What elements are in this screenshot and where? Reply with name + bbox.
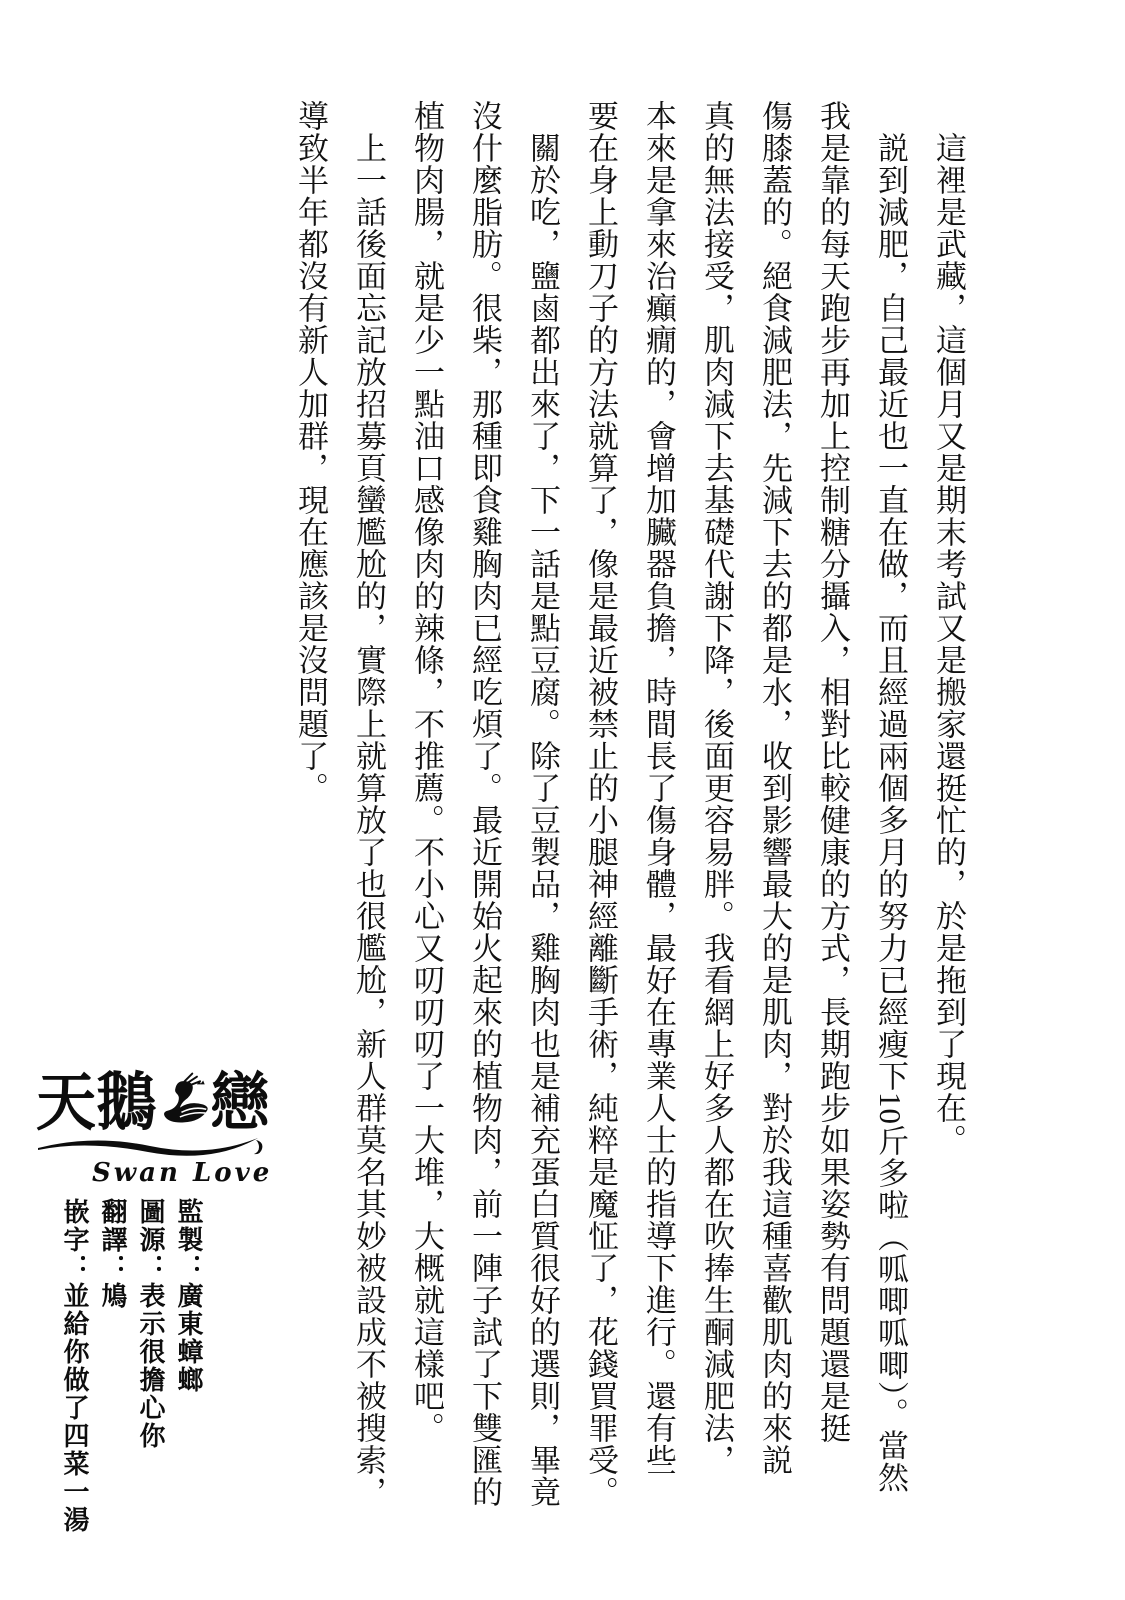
text-column: 要在身上動刀子的方法就算了，像是最近被禁止的小腿神經離斷手術，純粹是魔怔了，花錢買罪受。 xyxy=(583,100,618,1508)
credits-block xyxy=(56,1198,208,1583)
logo-cjk-right: 戀 xyxy=(210,1068,270,1138)
text-column: 關於吃，鹽鹵都出來了，下一話是點豆腐。除了豆製品，雞胸肉也是補充蛋白質很好的選則，畢竟 xyxy=(525,132,560,1508)
text-column: 傷膝蓋的。絕食減肥法，先減下去的都是水，收到影響最大的是肌肉，對於我這種喜歡肌肉的來説 xyxy=(757,100,792,1476)
text-column: 沒什麼脂肪。很柴，那種即食雞胸肉已經吃煩了。最近開始火起來的植物肉，前一陣子試了下雙匯的 xyxy=(467,100,502,1508)
swan-love-logo xyxy=(36,1068,273,1212)
text-column: 這裡是武藏，這個月又是期末考試又是搬家還挺忙的，於是拖到了現在。 xyxy=(931,132,966,1156)
text-column: 植物肉腸，就是少一點油口感像肉的辣條，不推薦。不小心又叨叨叨了一大堆，大概就這樣吧。 xyxy=(409,100,444,1444)
text-column: 我是靠的每天跑步再加上控制糖分攝入，相對比較健康的方式，長期跑步如果姿勢有問題還是挺 xyxy=(815,100,850,1444)
text-column: 上一話後面忘記放招募頁蠻尷尬的，實際上就算放了也很尷尬，新人群莫名其妙被設成不被搜索， xyxy=(351,132,386,1508)
logo-cjk-left: 天鵝 xyxy=(36,1068,156,1138)
credit-raws: 圖源：表示很擔心你 xyxy=(136,1198,166,1450)
swan-icon xyxy=(152,1072,214,1134)
text-column: 真的無法接受，肌肉減下去基礎代謝下降，後面更容易胖。我看網上好多人都在吹捧生酮減肥法， xyxy=(699,100,734,1476)
logo-cjk-title xyxy=(36,1068,270,1138)
text-column: 説到減肥，自己最近也一直在做，而且經過兩個多月的努力已經瘦下10斤多啦（呱唧呱唧）。當然 xyxy=(873,132,908,1494)
text-column: 本來是拿來治癲癇的，會增加臟器負擔，時間長了傷身體，最好在專業人士的指導下進行。還有些 xyxy=(641,100,676,1476)
logo-subtitle-script: Swan Love xyxy=(92,1158,273,1188)
credit-translator: 翻譯：鳩 xyxy=(98,1198,128,1310)
credit-typesetter: 嵌字：並給你做了四菜一湯 xyxy=(60,1198,90,1534)
afterword-text-block xyxy=(281,100,977,1535)
credit-supervisor: 監製：廣東蟑螂 xyxy=(174,1198,204,1394)
text-column: 導致半年都沒有新人加群，現在應該是沒問題了。 xyxy=(293,100,328,804)
